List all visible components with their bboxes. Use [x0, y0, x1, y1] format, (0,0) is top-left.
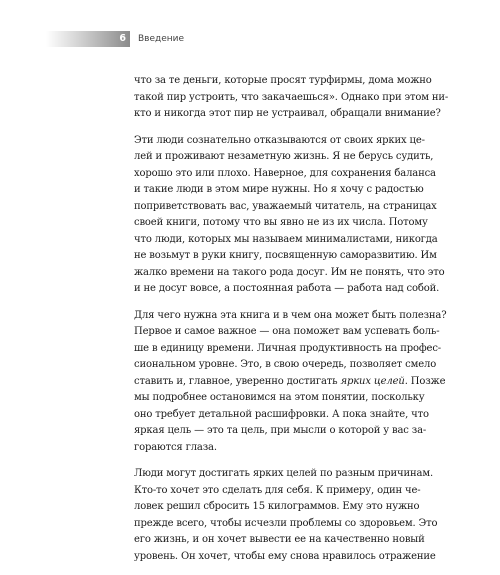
text-run: . Позже: [404, 375, 446, 387]
text-line: Люди могут достигать ярких целей по разным причинам.: [134, 468, 433, 479]
text-line: такой пир устроить, что закачаешься». Однако при этом ни-: [134, 91, 449, 103]
text-line: хорошо это или плохо. Наверное, для сохранения баланса: [134, 167, 436, 179]
text-line: Кто-то хочет это сделать для себя. К примеру, один че-: [134, 484, 421, 496]
text-line: прежде всего, чтобы исчезли проблемы со здоровьем. Это: [134, 517, 438, 529]
text-line: жалко времени на такого рода досуг. Им не понять, что это: [134, 266, 445, 278]
text-line: лей и проживают незаметную жизнь. Я не берусь судить,: [134, 151, 434, 162]
text-line: ше в единицу времени. Личная продуктивность на профес-: [134, 342, 441, 354]
text-run: ставить и, главное, уверенно достигать: [134, 375, 341, 387]
text-line: его жизнь, и он хочет вывести ее на качественно новый: [134, 534, 425, 545]
text-line: и не досуг вовсе, а постоянная работа — работа над собой.: [134, 283, 440, 294]
paragraph-3: [134, 308, 447, 457]
text-line-with-emphasis: [134, 374, 446, 391]
running-header: [0, 31, 500, 47]
text-line: оно требует детальной расшифровки. А пока знайте, что: [134, 408, 429, 420]
text-line: сиональном уровне. Это, в свою очередь, позволяет смело: [134, 359, 437, 370]
text-line: гораются глаза.: [134, 441, 217, 453]
paragraph-4: [134, 466, 438, 565]
text-line: мы подробнее остановимся на этом понятии, поскольку: [134, 392, 425, 403]
text-line: ловек решил сбросить 15 килограммов. Ему это нужно: [134, 501, 420, 512]
text-line: не возьмут в руки книгу, посвященную саморазвитию. Им: [134, 250, 437, 261]
text-line: что за те деньги, которые просят турфирмы, дома можно: [134, 75, 432, 86]
text-line: Первое и самое важное — она поможет вам успевать боль-: [134, 326, 440, 337]
text-line: кто и никогда этот пир не устраивал, обращали внимание?: [134, 108, 441, 119]
text-line: и такие люди в этом мире нужны. Но я хочу с радостью: [134, 184, 424, 195]
text-line: поприветствовать вас, уважаемый читатель, на страницах: [134, 200, 437, 212]
text-line: своей книги, потому что вы явно не из их числа. Потому: [134, 217, 428, 228]
text-line: уровень. Он хочет, чтобы ему снова нравилось отражение: [134, 550, 436, 562]
page-number: 6: [119, 33, 126, 44]
text-line: яркая цель — это та цель, при мысли о которой у вас за-: [134, 425, 427, 436]
section-title: Введение: [138, 34, 185, 44]
paragraph-2: [134, 133, 445, 298]
emphasis-term: ярких целей: [340, 375, 405, 387]
text-line: что люди, которых мы называем минималистами, никогда: [134, 233, 438, 245]
text-line: Для чего нужна эта книга и в чем она может быть полезна?: [134, 309, 447, 321]
text-line: Эти люди сознательно отказываются от своих ярких це-: [134, 134, 425, 146]
paragraph-1: [134, 73, 449, 123]
